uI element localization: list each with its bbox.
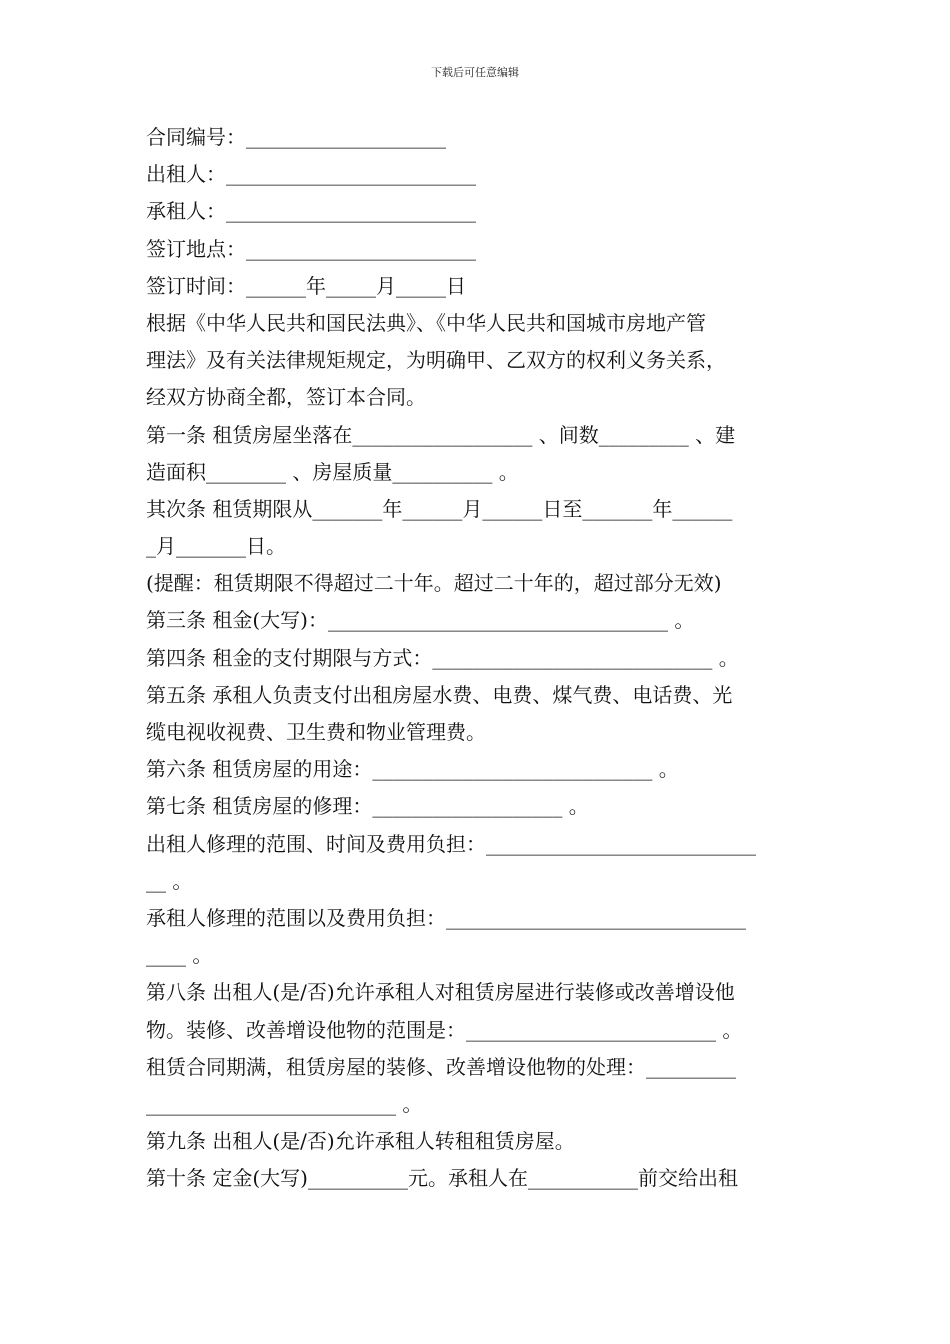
text-line: 租赁合同期满，租赁房屋的装修、改善增设他物的处理：_________ xyxy=(146,1054,736,1079)
text-line: 第一条 租赁房屋坐落在__________________ 、间数_________ 、建 xyxy=(146,422,736,447)
text-line: 其次条 租赁期限从_______年______月______日至_______年______ xyxy=(146,496,733,521)
text-line: 承租人：_________________________ xyxy=(146,199,476,224)
text-line: __ 。 xyxy=(146,868,193,893)
text-line: 第五条 承租人负责支付出租房屋水费、电费、煤气费、电话费、光 xyxy=(146,682,733,707)
text-line: 第八条 出租人(是/否)允许承租人对租赁房屋进行装修或改善增设他 xyxy=(146,980,735,1005)
text-line: 物。装修、改善增设他物的范围是：_________________________ 。 xyxy=(146,1017,743,1042)
text-line: 签订时间：______年_____月_____日 xyxy=(146,273,466,298)
text-line: 经双方协商全都，签订本合同。 xyxy=(146,385,426,410)
text-line: 第六条 租赁房屋的用途：____________________________ 。 xyxy=(146,757,679,782)
text-line: 签订地点：_______________________ xyxy=(146,236,476,261)
contract-body xyxy=(146,119,808,1197)
text-line: 第七条 租赁房屋的修理：___________________ 。 xyxy=(146,794,589,819)
text-line: 缆电视收视费、卫生费和物业管理费。 xyxy=(146,720,486,744)
text-line: _月_______日。 xyxy=(146,534,286,559)
text-line: ____ 。 xyxy=(146,943,213,968)
text-line: 根据《中华人民共和国民法典》、《中华人民共和国城市房地产管 xyxy=(146,310,706,335)
text-line: (提醒：租赁期限不得超过二十年。超过二十年的，超过部分无效) xyxy=(146,571,722,596)
page-header: 下载后可任意编辑 xyxy=(431,66,519,79)
text-line: 理法》及有关法律规矩规定，为明确甲、乙双方的权利义务关系， xyxy=(146,348,726,373)
text-line: 第十条 定金(大写)__________元。承租人在___________前交给出租 xyxy=(146,1166,738,1191)
text-line: 合同编号：____________________ xyxy=(146,125,446,149)
text-line: _________________________ 。 xyxy=(146,1091,423,1116)
text-line: 出租人修理的范围、时间及费用负担：___________________________ xyxy=(146,831,756,856)
text-line: 第三条 租金(大写)：__________________________________ 。 xyxy=(146,608,695,633)
text-line: 第四条 租金的支付期限与方式：____________________________ 。 xyxy=(146,645,739,670)
text-line: 第九条 出租人(是/否)允许承租人转租租赁房屋。 xyxy=(146,1129,575,1154)
text-line: 承租人修理的范围以及费用负担：______________________________ xyxy=(146,905,746,930)
text-line: 造面积________ 、房屋质量__________ 。 xyxy=(146,459,519,484)
text-line: 出租人：_________________________ xyxy=(146,162,476,187)
